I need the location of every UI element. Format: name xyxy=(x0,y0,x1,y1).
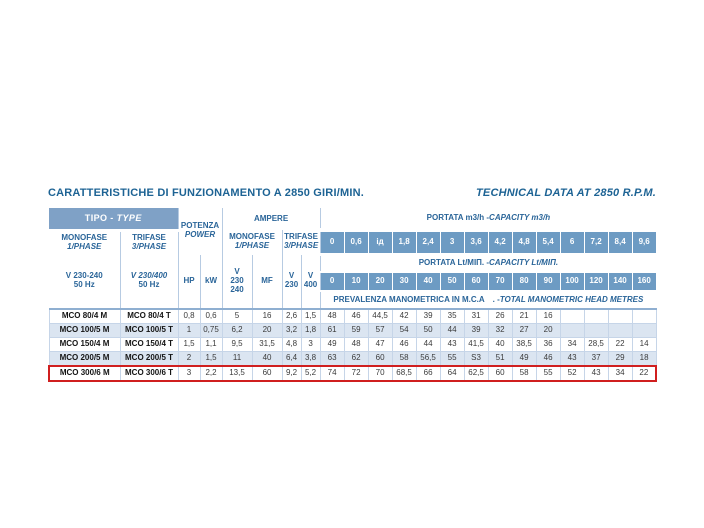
head-value-cell: 70 xyxy=(368,366,392,381)
capacity-lt-cell: 20 xyxy=(368,272,392,291)
capacity-lt-cell: 30 xyxy=(392,272,416,291)
table-row xyxy=(49,338,656,352)
head-value-cell: 74 xyxy=(320,366,344,381)
capacity-m3h-cell: 9,6 xyxy=(632,230,656,255)
head-value-cell: 55 xyxy=(440,352,464,367)
table-row xyxy=(49,324,656,338)
table-row xyxy=(49,309,656,324)
amp-400-cell: 3 xyxy=(301,338,320,352)
head-value-cell: 29 xyxy=(608,352,632,367)
capacity-m3h-cell: 3,6 xyxy=(464,230,488,255)
amp-v400-column-header: V 400 xyxy=(301,255,320,310)
head-value-cell: 21 xyxy=(512,309,536,324)
capacity-lt-cell: 80 xyxy=(512,272,536,291)
model-tri-cell: MCO 100/5 T xyxy=(120,324,178,338)
capacity-m3h-cell: 6 xyxy=(560,230,584,255)
head-value-cell: 22 xyxy=(632,366,656,381)
header-row-2 xyxy=(49,230,656,255)
head-value-cell: 51 xyxy=(488,352,512,367)
head-value-cell: 48 xyxy=(320,309,344,324)
head-value-cell: S3 xyxy=(464,352,488,367)
capacity-m3h-cell: 0 xyxy=(320,230,344,255)
head-value-cell: 62 xyxy=(344,352,368,367)
amp-230-cell: 6,4 xyxy=(282,352,301,367)
kw-column-header: kW xyxy=(200,255,222,310)
capacity-lt-cell: 50 xyxy=(440,272,464,291)
amp-mono-cell: 9,5 xyxy=(222,338,252,352)
head-value-cell: 16 xyxy=(536,309,560,324)
head-value-cell: 44 xyxy=(416,338,440,352)
head-value-cell xyxy=(560,324,584,338)
head-value-cell: 35 xyxy=(440,309,464,324)
head-value-cell: 43 xyxy=(440,338,464,352)
head-value-cell: 27 xyxy=(512,324,536,338)
mf-cell: 16 xyxy=(252,309,282,324)
ampere-header: AMPERE xyxy=(222,208,320,230)
amp-230-cell: 2,6 xyxy=(282,309,301,324)
trifase-type-header: TRIFASE 3/PHASE xyxy=(120,230,178,255)
amp-mono-cell: 11 xyxy=(222,352,252,367)
head-value-cell: 68,5 xyxy=(392,366,416,381)
model-tri-cell: MCO 150/4 T xyxy=(120,338,178,352)
capacity-lt-cell: 100 xyxy=(560,272,584,291)
head-value-cell: 36 xyxy=(536,338,560,352)
type-label: TYPE xyxy=(116,213,142,224)
trifase-voltage-header: V 230/400 50 Hz xyxy=(120,255,178,310)
head-value-cell: 50 xyxy=(416,324,440,338)
capacity-lt-cell: 90 xyxy=(536,272,560,291)
mf-cell: 20 xyxy=(252,324,282,338)
head-value-cell: 38,5 xyxy=(512,338,536,352)
mf-cell: 31,5 xyxy=(252,338,282,352)
capacity-m3h-cell: 3 xyxy=(440,230,464,255)
capacity-m3h-cell: 8,4 xyxy=(608,230,632,255)
head-value-cell: 22 xyxy=(608,338,632,352)
hp-cell: 2 xyxy=(178,352,200,367)
amp-mono-cell: 6,2 xyxy=(222,324,252,338)
model-tri-cell: MCO 200/5 T xyxy=(120,352,178,367)
kw-cell: 0,75 xyxy=(200,324,222,338)
head-value-cell: 62,5 xyxy=(464,366,488,381)
head-value-cell: 26 xyxy=(488,309,512,324)
amp-v230-240-column-header: V 230 240 xyxy=(222,255,252,310)
head-value-cell xyxy=(632,324,656,338)
head-value-cell xyxy=(560,309,584,324)
capacity-m3h-cell: ід xyxy=(368,230,392,255)
head-value-cell: 56,5 xyxy=(416,352,440,367)
model-mono-cell: MCO 200/5 M xyxy=(49,352,120,367)
capacity-lt-cell: 120 xyxy=(584,272,608,291)
model-mono-cell: MCO 300/6 M xyxy=(49,366,120,381)
amp-v230-column-header: V 230 xyxy=(282,255,301,310)
capacity-m3h-cell: 2,4 xyxy=(416,230,440,255)
prevalenza-title: PREVALENZA MANOMETRICA IN M.C.A . -TOTAL MANOMETRIC HEAD METRES xyxy=(320,291,656,309)
capacity-lt-cell: 0 xyxy=(320,272,344,291)
head-value-cell xyxy=(608,309,632,324)
head-value-cell: 42 xyxy=(392,309,416,324)
hp-cell: 1 xyxy=(178,324,200,338)
hp-cell: 0,8 xyxy=(178,309,200,324)
hp-cell: 1,5 xyxy=(178,338,200,352)
mf-cell: 40 xyxy=(252,352,282,367)
catalog-sheet xyxy=(48,187,656,382)
head-value-cell: 44,5 xyxy=(368,309,392,324)
head-value-cell: 63 xyxy=(320,352,344,367)
capacity-ltmin-title xyxy=(320,255,656,273)
head-value-cell: 59 xyxy=(344,324,368,338)
head-value-cell: 41,5 xyxy=(464,338,488,352)
head-value-cell xyxy=(632,309,656,324)
capacity-m3h-title xyxy=(320,208,656,230)
model-tri-cell: MCO 80/4 T xyxy=(120,309,178,324)
portata-ltmin-label: PORTATA Lt/MIП. - xyxy=(418,258,490,268)
head-value-cell: 47 xyxy=(368,338,392,352)
head-value-cell: 72 xyxy=(344,366,368,381)
page-title-english: TECHNICAL DATA AT 2850 R.P.M. xyxy=(476,187,656,199)
capacity-m3h-cell: 4,2 xyxy=(488,230,512,255)
capacity-lt-cell: 40 xyxy=(416,272,440,291)
head-value-cell: 52 xyxy=(560,366,584,381)
amp-230-cell: 3,2 xyxy=(282,324,301,338)
capacity-lt-cell: 70 xyxy=(488,272,512,291)
tipo-label: TIPO - xyxy=(84,213,114,224)
kw-cell: 1,1 xyxy=(200,338,222,352)
head-value-cell: 58 xyxy=(392,352,416,367)
head-value-cell xyxy=(608,324,632,338)
mf-column-header: MF xyxy=(252,255,282,310)
head-value-cell: 48 xyxy=(344,338,368,352)
ampere-trifase-header: TRIFASE 3/PHASE xyxy=(282,230,320,255)
head-value-cell: 34 xyxy=(560,338,584,352)
amp-mono-cell: 5 xyxy=(222,309,252,324)
kw-cell: 0,6 xyxy=(200,309,222,324)
amp-230-cell: 4,8 xyxy=(282,338,301,352)
kw-cell: 2,2 xyxy=(200,366,222,381)
technical-data-table xyxy=(48,208,657,382)
amp-mono-cell: 13,5 xyxy=(222,366,252,381)
capacity-m3h-cell: 4,8 xyxy=(512,230,536,255)
head-value-cell: 18 xyxy=(632,352,656,367)
head-value-cell: 32 xyxy=(488,324,512,338)
head-value-cell: 39 xyxy=(416,309,440,324)
head-value-cell: 43 xyxy=(560,352,584,367)
kw-cell: 1,5 xyxy=(200,352,222,367)
capacity-lt-cell: 140 xyxy=(608,272,632,291)
amp-400-cell: 1,8 xyxy=(301,324,320,338)
head-value-cell: 40 xyxy=(488,338,512,352)
capacity-lt-cell: 10 xyxy=(344,272,368,291)
capacity-m3h-label: CAPACITY m3/h xyxy=(489,212,551,222)
head-value-cell: 49 xyxy=(512,352,536,367)
head-value-cell: 64 xyxy=(440,366,464,381)
capacity-lt-cell: 160 xyxy=(632,272,656,291)
table-row-highlighted xyxy=(49,366,656,381)
head-value-cell: 49 xyxy=(320,338,344,352)
head-value-cell: 46 xyxy=(392,338,416,352)
header-row-1 xyxy=(49,208,656,230)
head-value-cell: 43 xyxy=(584,366,608,381)
head-value-cell: 20 xyxy=(536,324,560,338)
capacity-m3h-cell: 0,6 xyxy=(344,230,368,255)
header-row-3 xyxy=(49,255,656,273)
head-value-cell: 46 xyxy=(344,309,368,324)
capacity-lt-cell: 60 xyxy=(464,272,488,291)
portata-m3h-label: PORTATA m3/h - xyxy=(426,212,490,222)
head-value-cell: 46 xyxy=(536,352,560,367)
table-row xyxy=(49,352,656,367)
model-mono-cell: MCO 100/5 M xyxy=(49,324,120,338)
head-value-cell: 60 xyxy=(368,352,392,367)
mf-cell: 60 xyxy=(252,366,282,381)
prevalenza-label: PREVALENZA MANOMETRICA IN M.C.A xyxy=(333,294,485,304)
model-tri-cell: MCO 300/6 T xyxy=(120,366,178,381)
head-value-cell: 55 xyxy=(536,366,560,381)
amp-400-cell: 5,2 xyxy=(301,366,320,381)
hp-cell: 3 xyxy=(178,366,200,381)
model-mono-cell: MCO 150/4 M xyxy=(49,338,120,352)
ampere-monofase-header: MONOFASE 1/PHASE xyxy=(222,230,282,255)
head-value-cell: 31 xyxy=(464,309,488,324)
amp-400-cell: 3,8 xyxy=(301,352,320,367)
hp-column-header: HP xyxy=(178,255,200,310)
capacity-m3h-cell: 1,8 xyxy=(392,230,416,255)
amp-230-cell: 9,2 xyxy=(282,366,301,381)
amp-400-cell: 1,5 xyxy=(301,309,320,324)
capacity-m3h-cell: 5,4 xyxy=(536,230,560,255)
potenza-power-header xyxy=(178,208,222,255)
head-value-cell: 28,5 xyxy=(584,338,608,352)
page-title-italian: CARATTERISTICHE DI FUNZIONAMENTO A 2850 GIRI/MIN. xyxy=(48,187,364,199)
tipo-type-header xyxy=(49,208,178,230)
head-value-cell xyxy=(584,309,608,324)
head-value-cell: 39 xyxy=(464,324,488,338)
head-value-cell: 66 xyxy=(416,366,440,381)
capacity-ltmin-label: CAPACITY Lt/MIП. xyxy=(489,258,559,268)
capacity-m3h-cell: 7,2 xyxy=(584,230,608,255)
power-label: POWER xyxy=(184,230,216,240)
head-value-cell: 60 xyxy=(488,366,512,381)
model-mono-cell: MCO 80/4 M xyxy=(49,309,120,324)
head-value-cell: 57 xyxy=(368,324,392,338)
head-value-cell: 61 xyxy=(320,324,344,338)
monofase-voltage-header: V 230-240 50 Hz xyxy=(49,255,120,310)
head-value-cell xyxy=(584,324,608,338)
head-value-cell: 58 xyxy=(512,366,536,381)
head-value-cell: 34 xyxy=(608,366,632,381)
head-metres-label: TOTAL MANOMETRIC HEAD METRES xyxy=(499,294,644,304)
head-value-cell: 54 xyxy=(392,324,416,338)
head-value-cell: 37 xyxy=(584,352,608,367)
head-value-cell: 44 xyxy=(440,324,464,338)
potenza-label: POTENZA xyxy=(180,221,220,231)
titlebar xyxy=(48,187,656,199)
monofase-type-header: MONOFASE 1/PHASE xyxy=(49,230,120,255)
head-value-cell: 14 xyxy=(632,338,656,352)
